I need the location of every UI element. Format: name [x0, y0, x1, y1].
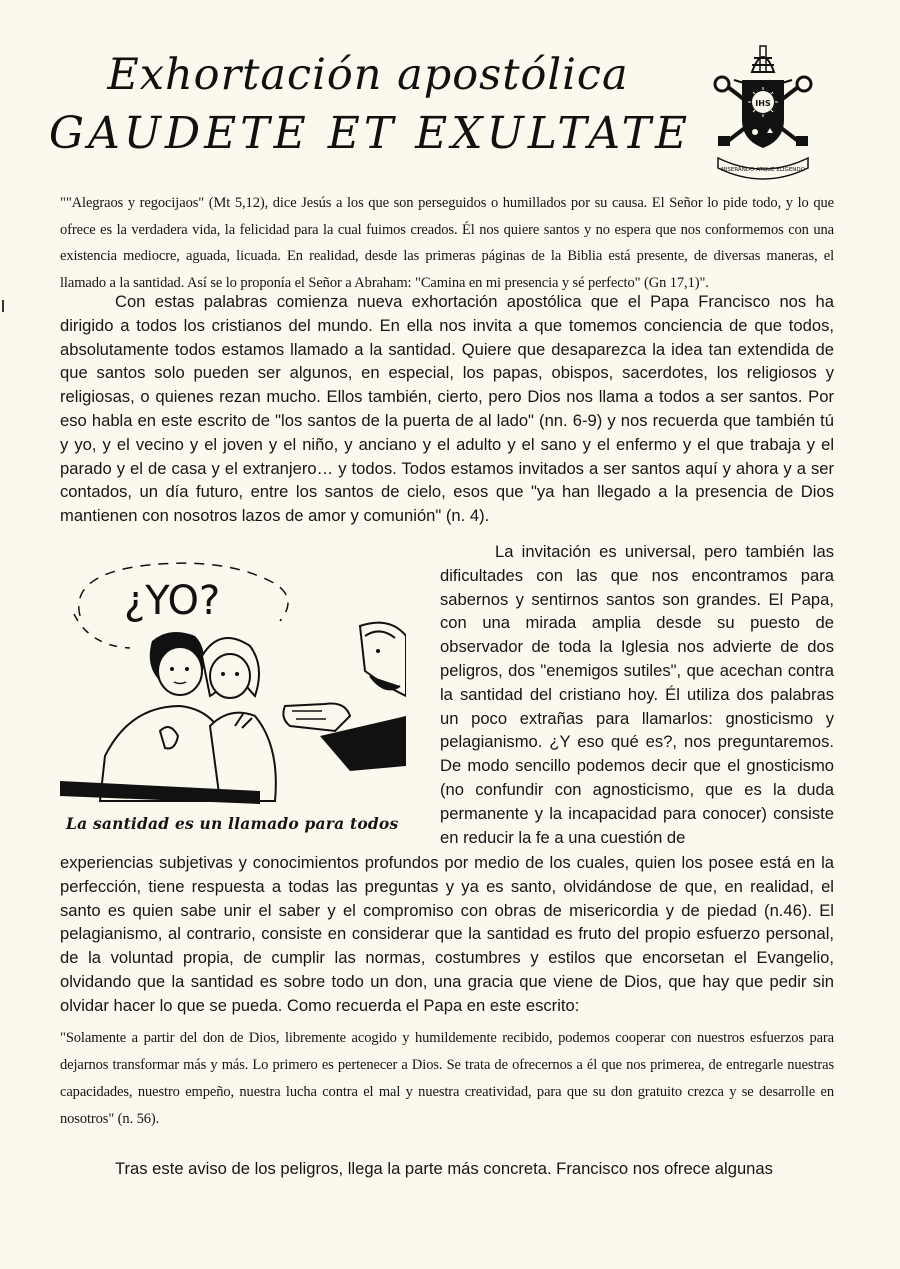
papal-coat-of-arms-icon	[712, 40, 814, 180]
paragraph-2-right-column: La invitación es universal, pero también las dificultades con las que nos encontramos para sabernos y sentirnos santos son grandes. El Papa, con una mirada amplia desde su puesto de observador de toda la Iglesia nos advierte de dos peligros, dos "enemigos sutiles", que acechan contra la santidad del cristiano hoy. Él utiliza dos palabras un poco extrañas para llamarlos: gnosticismo y pelagianismo. ¿Y eso qué es?, nos preguntaremos. De modo sencillo podemos decir que el gnosticismo (no confundir con agnosticismo, que es la duda permanente y la incapacidad para conocer) consiste en reducir la fe a una cuestión de	[440, 542, 834, 847]
paragraph-1: Con estas palabras comienza nueva exhortación apostólica que el Papa Francisco nos ha dirigido a todos los cristianos del mundo. En ella nos invita a que tomemos conciencia de que todos, absolutamente todos estamos llamado a la santidad. Quiere que desaparezca la idea tan extendida de que santos solo pueden ser algunos, en especial, los papas, obispos, sacerdotes, los religiosos y religiosas, o quienes rezan mucho. Ellos también, cierto, pero Dios nos llama a todos a ser santos. Por eso habla en este escrito de "los santos de la puerta de al lado" (nn. 6-9) y nos recuerda que también tú y yo, y el vecino y el joven y el niño, y anciano y el adulto y el sano y el enfermo y el que trabaja y el parado y el de casa y el extranjero… y todos. Todos estamos invitados a ser santos aquí y ahora y a ser contados, un día futuro, entre los santos de cielo, esos que "ya han llegado a la presencia de Dios mantienen con nosotros lazos de amor y comunión" (n. 4).	[60, 292, 834, 526]
paragraph-3: Tras este aviso de los peligros, llega la parte más concreta. Francisco nos ofrece algunas	[115, 1159, 773, 1178]
monogram-text: IHS	[755, 99, 771, 108]
title-line2: GAUDETE ET EXULTATE	[48, 108, 692, 159]
intro-quote: ""Alegraos y regocijaos" (Mt 5,12), dice Jesús a los que son perseguidos o humillados por su causa. El Señor lo pide todo, y lo que ofrece es la verdadera vida, la felicidad para la cual fuimos creados. Él nos quiere santos y no espera que nos conformemos con una existencia mediocre, aguada, licuada. En realidad, desde las primeras páginas de la Biblia está presente, de diversas maneras, el llamado a la santidad. Así se lo proponía el Señor a Abraham: "Camina en mi presencia y sé perfecto" (Gn 17,1)".	[60, 195, 834, 291]
motto-text: MISERANDO ATQUE ELIGENDO	[721, 167, 805, 173]
cartoon-people-pointing-icon	[60, 556, 406, 846]
paragraph-2-continuation: experiencias subjetivas y conocimientos profundos por medio de los cuales, quien los posee está en la perfección, tiene respuesta a todas las preguntas y ya es santo, olvidándose de que, en realidad, el santo es quien sabe unir el saber y el compromiso con obras de misericordia y de piedad (n.46). El pelagianismo, al contrario, consiste en considerar que la santidad es fruto del propio esfuerzo personal, de la voluntad propia, de cumplir las normas, costumbres y estilos que encorsetan el Evangelio, olvidando que la santidad es sobre todo un don, una gracia que viene de Dios, que hay que pedir sin olvidar hacer lo que se pueda. Como recuerda el Papa en este escrito:	[60, 853, 834, 1015]
papal-quote: "Solamente a partir del don de Dios, libremente acogido y humildemente recibido, podemos cooperar con nuestros esfuerzos para dejarnos transformar más y más. Lo primero es pertenecer a Dios. Se trata de ofrecernos a él que nos primerea, de entregarle nuestras capacidades, nuestro empeño, nuestra lucha contra el mal y nuestra creatividad, para que su don gratuito crezca y se desarrolle en nosotros" (n. 56).	[60, 1030, 834, 1127]
title-line1: Exhortación apostólica	[107, 50, 629, 100]
illustration-caption: La santidad es un llamado para todos	[66, 814, 399, 833]
speech-bubble-text: ¿YO?	[124, 578, 221, 624]
margin-mark	[2, 300, 4, 312]
